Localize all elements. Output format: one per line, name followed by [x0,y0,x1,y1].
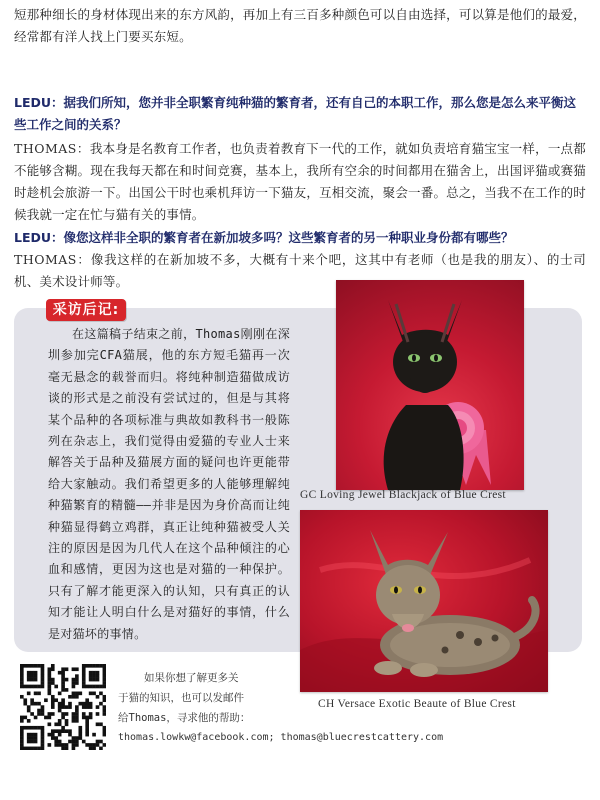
photo-1-caption: GC Loving Jewel Blackjack of Blue Crest [300,489,506,501]
question-1-tag: LEDU： [14,95,64,110]
tabby-cat-photo [300,510,548,692]
black-cat-photo [336,280,524,490]
question-2-tag: LEDU： [14,230,64,245]
footer-contact-text [118,668,388,728]
footer-line-3: 给Thomas，寻求他的帮助： [118,712,251,724]
photo-2-caption: CH Versace Exotic Beaute of Blue Crest [318,698,516,710]
qr-code [20,664,106,750]
black-cat-illustration [336,280,524,490]
tabby-cat-illustration [300,510,548,692]
intro-paragraph: 短那种细长的身材体现出来的东方风韵，再加上有三百多种颜色可以自由选择，可以算是他们的最爱，经常都有洋人找上门要买东短。 [14,7,586,44]
answer-2-tag: THOMAS： [14,252,91,267]
answer-1-tag: THOMAS： [14,141,90,156]
question-1 [14,92,586,136]
postscript-text: 在这篇稿子结束之前，Thomas刚刚在深圳参加完CFA猫展，他的东方短毛猫再一次毫无悬念的载誉而归。将纯种制造猫做成访谈的形式是之前没有尝试过的，但是与其将某个品种的各项标准与典故如教科书一般陈列在杂志上，我们觉得由爱猫的专业人士来解答关于品种及猫展方面的疑问也许更能带给大家触动。我们希望更多的人能够理解纯种猫繁育的精髓——并非是因为身价高而让纯种猫显得鹤立鸡群，真正让纯种猫被受人关注的原因是因为几代人在这个品种倾注的心血和感情，更因为这也是对猫的一种保护。只有了解才能更深入的认知，只有真正的认知才能让人明白什么是对猫好的事情，什么是对猫坏的事情。 [48,327,290,641]
answer-2-text: 像我这样的在新加坡不多，大概有十来个吧，这其中有老师（也是我的朋友）、的士司机、美术设计师等。 [14,252,586,289]
footer-emails[interactable]: thomas.lowkw@facebook.com; thomas@bluecrestcattery.com [118,732,444,743]
postscript-badge: 采访后记: [46,299,126,321]
question-1-text: 据我们所知，您并非全职繁育纯种猫的繁育者，还有自己的本职工作，那么您是怎么来平衡这些工作之间的关系？ [14,95,577,132]
question-2-text: 像您这样非全职的繁育者在新加坡多吗？这些繁育者的另一种职业身份都有哪些？ [63,230,514,245]
footer-line-2: 于猫的知识，也可以发邮件 [118,692,244,704]
footer-line-1: 如果你想了解更多关 [144,672,239,684]
answer-1 [14,138,586,226]
qr-code-image [20,664,106,750]
question-2 [14,227,586,249]
answer-1-text: 我本身是名教育工作者，也负责着教育下一代的工作，就如负责培育猫宝宝一样，一点都不能够含糊。现在我每天都在和时间竞赛，基本上，我所有空余的时间都用在猫舍上，出国评猫或赛猫时趁机会旅游一下。出国公干时也乘机拜访一下猫友，互相交流，聚会一番。总之，当我不在工作的时候我就一定在忙与猫有关的事情。 [14,141,586,222]
